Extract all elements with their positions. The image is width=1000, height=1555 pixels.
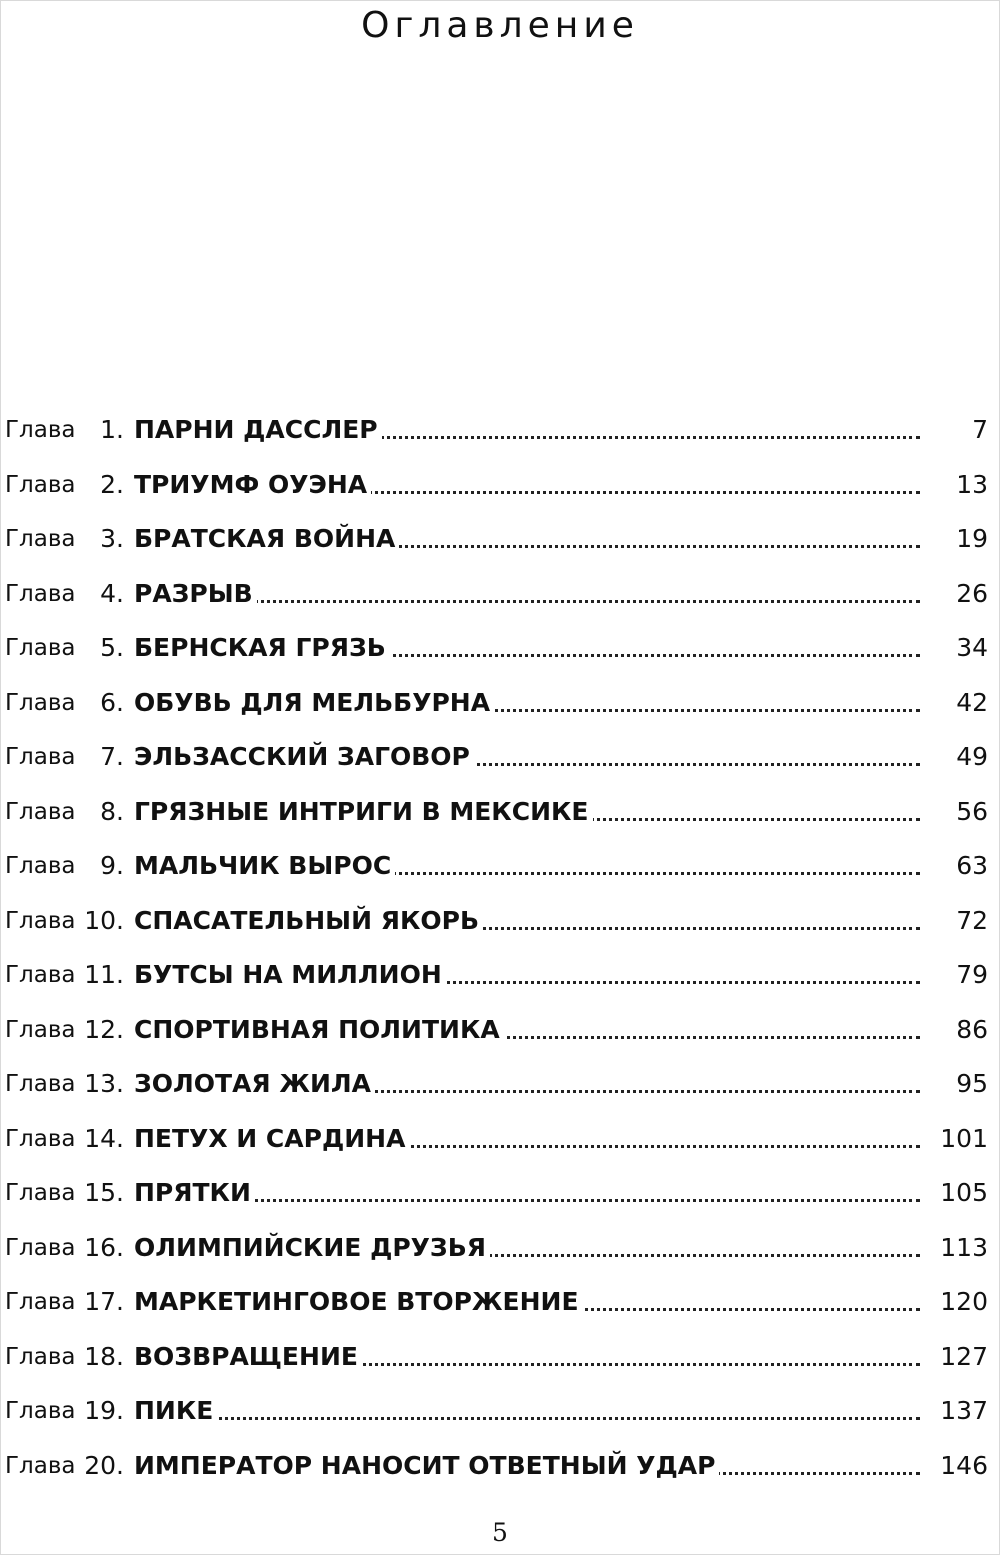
chapter-page-number: 113 <box>940 1232 988 1262</box>
toc-row[interactable] <box>0 785 1000 840</box>
toc-row[interactable] <box>0 894 1000 949</box>
chapter-number: 10. <box>84 905 124 935</box>
chapter-number: 5. <box>100 633 124 662</box>
chapter-title: ПЕТУХ И САРДИНА <box>134 1120 409 1158</box>
toc-row[interactable] <box>0 1166 1000 1221</box>
chapter-number: 20. <box>84 1450 124 1480</box>
chapter-number: 12. <box>84 1014 124 1044</box>
chapter-number: 17. <box>84 1287 124 1316</box>
chapter-title: ОБУВЬ ДЛЯ МЕЛЬБУРНА <box>134 684 494 722</box>
chapter-page-number: 42 <box>956 687 988 717</box>
chapter-title: ПИКЕ <box>134 1392 217 1430</box>
chapter-word: Глава <box>5 907 76 934</box>
chapter-title: ГРЯЗНЫЕ ИНТРИГИ В МЕКСИКЕ <box>134 793 593 831</box>
chapter-title: ПРЯТКИ <box>134 1174 255 1212</box>
chapter-title: ЭЛЬЗАССКИЙ ЗАГОВОР <box>134 738 474 776</box>
chapter-page-number: 146 <box>940 1450 988 1480</box>
chapter-number: 19. <box>84 1396 124 1425</box>
toc-row[interactable] <box>0 730 1000 785</box>
chapter-page-number: 7 <box>972 415 988 444</box>
chapter-page-number: 137 <box>940 1396 988 1425</box>
chapter-page-number: 63 <box>956 851 988 880</box>
chapter-title: БУТСЫ НА МИЛЛИОН <box>134 956 446 994</box>
chapter-page-number: 56 <box>956 796 988 826</box>
toc-row[interactable] <box>0 1275 1000 1330</box>
toc-row[interactable] <box>0 567 1000 622</box>
chapter-word: Глава <box>5 689 76 716</box>
chapter-title: ВОЗВРАЩЕНИЕ <box>134 1338 362 1376</box>
chapter-title: РАЗРЫВ <box>134 575 257 613</box>
chapter-word: Глава <box>5 744 76 770</box>
toc-row[interactable] <box>0 512 1000 567</box>
chapter-word: Глава <box>5 635 76 661</box>
toc-row[interactable] <box>0 1330 1000 1385</box>
chapter-number: 18. <box>84 1341 124 1371</box>
chapter-number: 7. <box>100 742 124 771</box>
chapter-number: 16. <box>84 1232 124 1262</box>
chapter-page-number: 49 <box>956 742 988 771</box>
chapter-word: Глава <box>5 853 76 879</box>
chapter-page-number: 101 <box>940 1123 988 1153</box>
chapter-page-number: 19 <box>956 524 988 553</box>
chapter-word: Глава <box>5 471 76 498</box>
chapter-word: Глава <box>5 1234 76 1261</box>
chapter-page-number: 127 <box>940 1341 988 1371</box>
chapter-number: 3. <box>100 524 124 553</box>
chapter-page-number: 105 <box>940 1178 988 1207</box>
toc-row[interactable] <box>0 621 1000 676</box>
chapter-title: ОЛИМПИЙСКИЕ ДРУЗЬЯ <box>134 1229 490 1267</box>
chapter-number: 13. <box>84 1069 124 1098</box>
chapter-word: Глава <box>5 1398 76 1424</box>
chapter-page-number: 13 <box>956 469 988 499</box>
chapter-word: Глава <box>5 1071 76 1097</box>
toc-row[interactable] <box>0 676 1000 731</box>
chapter-title: СПАСАТЕЛЬНЫЙ ЯКОРЬ <box>134 902 483 940</box>
chapter-number: 6. <box>100 687 124 717</box>
chapter-title: ЗОЛОТАЯ ЖИЛА <box>134 1065 375 1103</box>
chapter-page-number: 34 <box>956 633 988 662</box>
chapter-number: 11. <box>84 960 124 989</box>
chapter-number: 2. <box>100 469 124 499</box>
dot-leader <box>134 1417 920 1420</box>
chapter-word: Глава <box>5 798 76 825</box>
chapter-word: Глава <box>5 1016 76 1043</box>
page-title: Оглавление <box>361 5 639 46</box>
chapter-number: 1. <box>100 415 124 444</box>
chapter-page-number: 26 <box>956 578 988 608</box>
chapter-word: Глава <box>5 1289 76 1315</box>
chapter-page-number: 86 <box>956 1014 988 1044</box>
chapter-title: БРАТСКАЯ ВОЙНА <box>134 520 399 558</box>
toc-row[interactable] <box>0 1057 1000 1112</box>
chapter-word: Глава <box>5 417 76 443</box>
toc-row[interactable] <box>0 1003 1000 1058</box>
toc-row[interactable] <box>0 1384 1000 1439</box>
toc-row[interactable] <box>0 839 1000 894</box>
toc-row[interactable] <box>0 1221 1000 1276</box>
chapter-title: БЕРНСКАЯ ГРЯЗЬ <box>134 629 390 667</box>
chapter-word: Глава <box>5 526 76 552</box>
chapter-title: МАРКЕТИНГОВОЕ ВТОРЖЕНИЕ <box>134 1283 583 1321</box>
chapter-page-number: 79 <box>956 960 988 989</box>
chapter-title: СПОРТИВНАЯ ПОЛИТИКА <box>134 1011 504 1049</box>
chapter-page-number: 95 <box>956 1069 988 1098</box>
chapter-page-number: 72 <box>956 905 988 935</box>
table-of-contents <box>0 403 1000 1493</box>
toc-row[interactable] <box>0 948 1000 1003</box>
toc-row[interactable] <box>0 458 1000 513</box>
toc-row[interactable] <box>0 1112 1000 1167</box>
chapter-number: 9. <box>100 851 124 880</box>
chapter-word: Глава <box>5 580 76 607</box>
toc-row[interactable] <box>0 1439 1000 1494</box>
chapter-word: Глава <box>5 962 76 988</box>
chapter-title: ПАРНИ ДАССЛЕР <box>134 411 382 449</box>
chapter-page-number: 120 <box>940 1287 988 1316</box>
chapter-title: МАЛЬЧИК ВЫРОС <box>134 847 395 885</box>
chapter-title: ТРИУМФ ОУЭНА <box>134 466 371 504</box>
chapter-word: Глава <box>5 1180 76 1206</box>
chapter-number: 4. <box>100 578 124 608</box>
chapter-word: Глава <box>5 1343 76 1370</box>
chapter-word: Глава <box>5 1125 76 1152</box>
chapter-number: 8. <box>100 796 124 826</box>
toc-row[interactable] <box>0 403 1000 458</box>
page-number: 5 <box>492 1518 508 1547</box>
chapter-word: Глава <box>5 1452 76 1479</box>
chapter-title: ИМПЕРАТОР НАНОСИТ ОТВЕТНЫЙ УДАР <box>134 1447 719 1485</box>
chapter-number: 15. <box>84 1178 124 1207</box>
chapter-number: 14. <box>84 1123 124 1153</box>
